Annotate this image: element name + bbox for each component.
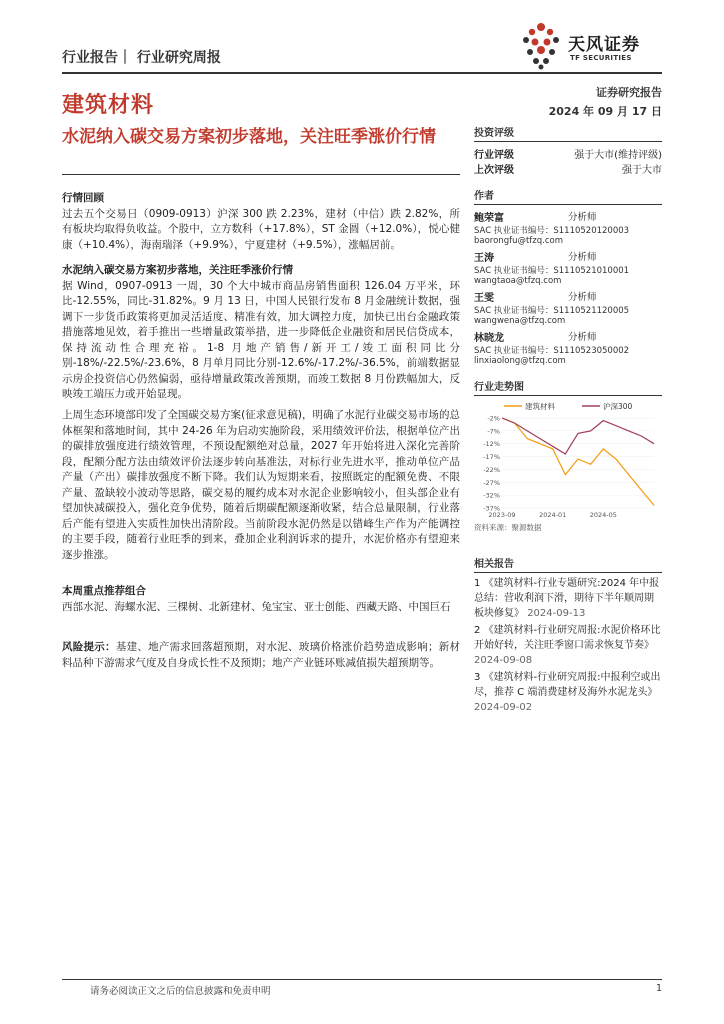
authors-box [474, 187, 662, 366]
industry-title: 建筑材料 [62, 93, 155, 118]
footer-disclaimer: 请务必阅读正文之后的信息披露和免责申明 [90, 986, 271, 997]
author-role: 分析师 [568, 332, 597, 343]
related-item[interactable]: 1 《建筑材料-行业专题研究:2024 年中报总结：营收利润下滑，期待下半年顺周期板块修复》 2024-09-13 [474, 578, 660, 619]
related-list [474, 576, 662, 715]
top-divider [62, 72, 662, 74]
author-sac: SAC 执业证书编号：S1110523050002 [474, 346, 630, 356]
section-risk [62, 640, 460, 671]
x-tick-label: 2023-09 [488, 511, 516, 519]
section-cement-carbon [62, 263, 460, 403]
author-sac: SAC 执业证书编号：S1110521120005 [474, 306, 630, 316]
section-heading: 本周重点推荐组合 [62, 585, 146, 597]
y-tick-label: -32% [483, 491, 500, 500]
title-divider [62, 174, 460, 175]
author-name: 鲍荣富 [474, 213, 504, 224]
trend-chart [474, 400, 662, 520]
rating-box [474, 124, 662, 176]
report-type: 行业报告｜ 行业研究周报 [62, 50, 221, 66]
author-email[interactable]: linxiaolong@tfzq.com [474, 356, 566, 366]
author-entry [474, 209, 662, 246]
section-paragraph: 据 Wind，0907-0913 一周，30 个大中城市商品房销售面积 126.04 万平米，环比-12.55%，同比-31.82%。9 月 13 日，中国人民银行发布 8 月金融统计数据，强调下一步货币政策将更加灵活适度、精准有效，加大调控力度，加快已出台金融政策措施落地见效，着手推出一些增量政策举措，进一步降低企业融资和居民信贷成本，保持流动性合理充裕。1-8 月地产销售/新开工/竣工面积同比分别-18%/-22.5%/-23.6%，8 月单月同比分别-12.6%/-17.2%/-36.5%，前端数据显示房企投资信心仍然偏弱，亟待增量政策改善预期，而竣工数据 8 月份跌幅加大，反映竣工端压力或开始显现。 [62, 279, 460, 400]
related-item[interactable]: 3 《建筑材料-行业研究周报:中报利空或出尽，推荐 C 端消费建材及海外水泥龙头》 2024-09-02 [474, 672, 661, 713]
author-role: 分析师 [568, 252, 597, 263]
author-name: 王雯 [474, 293, 494, 304]
rating-row: 上次评级 强于大市 [474, 165, 662, 176]
risk-text: 基建、地产需求回落超预期，对水泥、玻璃价格涨价趋势造成影响；新材料品种下游需求气度及自身成长性不及预期；地产产业链环账减值损失超预期等。 [62, 641, 461, 669]
series-line [502, 418, 654, 505]
x-tick-label: 2024-05 [589, 511, 617, 519]
trend-box [474, 378, 662, 533]
related-item[interactable]: 2 《建筑材料-行业研究周报:水泥价格环比开始好转，关注旺季窗口需求恢复节奏》 2024-09-08 [474, 625, 661, 666]
rating-row: 行业评级 强于大市(维持评级) [474, 150, 662, 161]
authors-list [474, 209, 662, 366]
y-tick-label: -37% [483, 504, 500, 513]
y-tick-label: -22% [483, 465, 500, 474]
section-carbon-detail [62, 408, 460, 563]
author-entry [474, 289, 662, 326]
author-name: 王涛 [474, 253, 494, 264]
section-paragraph: 上周生态环境部印发了全国碳交易方案(征求意见稿)，明确了水泥行业碳交易市场的总体框架和落地时间，其中 24-26 年为启动实施阶段，采用绩效评价法，根据单位产出的碳排放强度进行绩效管理，不预设配额绝对总量，2027 年开始将进入深化完善阶段，配额分配方法由绩效评价法逐步转向基准法，对标行业先进水平，推动单位产品产量（产出）碳排放强度不断下降。我们认为短期来看，按照既定的配额免费、不限产量、盈缺较小波动等思路，碳交易的履约成本对水泥企业影响较小，但头部企业有望加快减碳投入，强化竞争优势，随着后期碳配额逐渐收紧，结合总量限制，行业落后产能有望进入实质性加快出清阶段。当前阶段水泥仍然是以错峰生产作为产能调控的主要手段，随着行业旺季的到来，叠加企业利润诉求的提升，水泥价格亦有望迎来逐步推涨。 [62, 409, 460, 561]
tf-logo-icon [518, 22, 564, 70]
company-logo [518, 22, 663, 72]
author-name: 林晓龙 [474, 333, 504, 344]
chart-source: 资料来源：聚源数据 [474, 523, 542, 532]
y-tick-label: -17% [483, 453, 500, 462]
legend-label: 建筑材料 [525, 402, 555, 411]
author-entry [474, 329, 662, 366]
y-tick-label: -2% [487, 414, 500, 423]
report-title: 水泥纳入碳交易方案初步落地，关注旺季涨价行情 [62, 127, 436, 147]
risk-label: 风险提示： [62, 641, 116, 653]
author-email[interactable]: wangwena@tfzq.com [474, 316, 566, 326]
author-sac: SAC 执业证书编号：S1110520120003 [474, 226, 630, 236]
footer-divider [62, 979, 662, 980]
report-date: 2024 年 09 月 17 日 [548, 105, 662, 118]
research-label: 证券研究报告 [596, 86, 662, 99]
author-email[interactable]: wangtaoa@tfzq.com [474, 276, 562, 286]
author-sac: SAC 执业证书编号：S1110521010001 [474, 266, 630, 276]
y-tick-label: -27% [483, 478, 500, 487]
author-role: 分析师 [568, 212, 597, 223]
logo-text: 天风证券 [568, 35, 640, 55]
page-number: 1 [655, 983, 662, 994]
y-tick-label: -12% [483, 440, 500, 449]
related-box [474, 555, 662, 715]
related-heading: 相关报告 [474, 555, 662, 573]
rating-heading: 投资评级 [474, 124, 662, 142]
author-email[interactable]: baorongfu@tfzq.com [474, 236, 564, 246]
logo-english: TF SECURITIES [570, 54, 632, 62]
y-tick-label: -7% [487, 427, 500, 436]
author-entry [474, 249, 662, 286]
authors-heading: 作者 [474, 187, 662, 205]
section-heading: 行情回顾 [62, 192, 104, 204]
trend-heading: 行业走势图 [474, 378, 662, 396]
portfolio-list: 西部水泥、海螺水泥、三棵树、北新建材、兔宝宝、亚士创能、西藏天路、中国巨石 [62, 600, 451, 613]
section-paragraph: 过去五个交易日（0909-0913）沪深 300 跌 2.23%，建材（中信）跌 2.82%，所有板块均取得负收益。个股中，立方数科（+17.8%），ST 金圆（+12.0%），悦心健康（+10.4%），海南瑞泽（+9.9%），宁夏建材（+9.5%），涨幅居前。 [62, 207, 460, 251]
author-role: 分析师 [568, 292, 597, 303]
x-tick-label: 2024-01 [539, 511, 567, 519]
section-market-review [62, 191, 460, 253]
legend-label: 沪深300 [603, 402, 633, 411]
section-heading: 水泥纳入碳交易方案初步落地，关注旺季涨价行情 [62, 264, 293, 276]
section-portfolio [62, 584, 460, 615]
